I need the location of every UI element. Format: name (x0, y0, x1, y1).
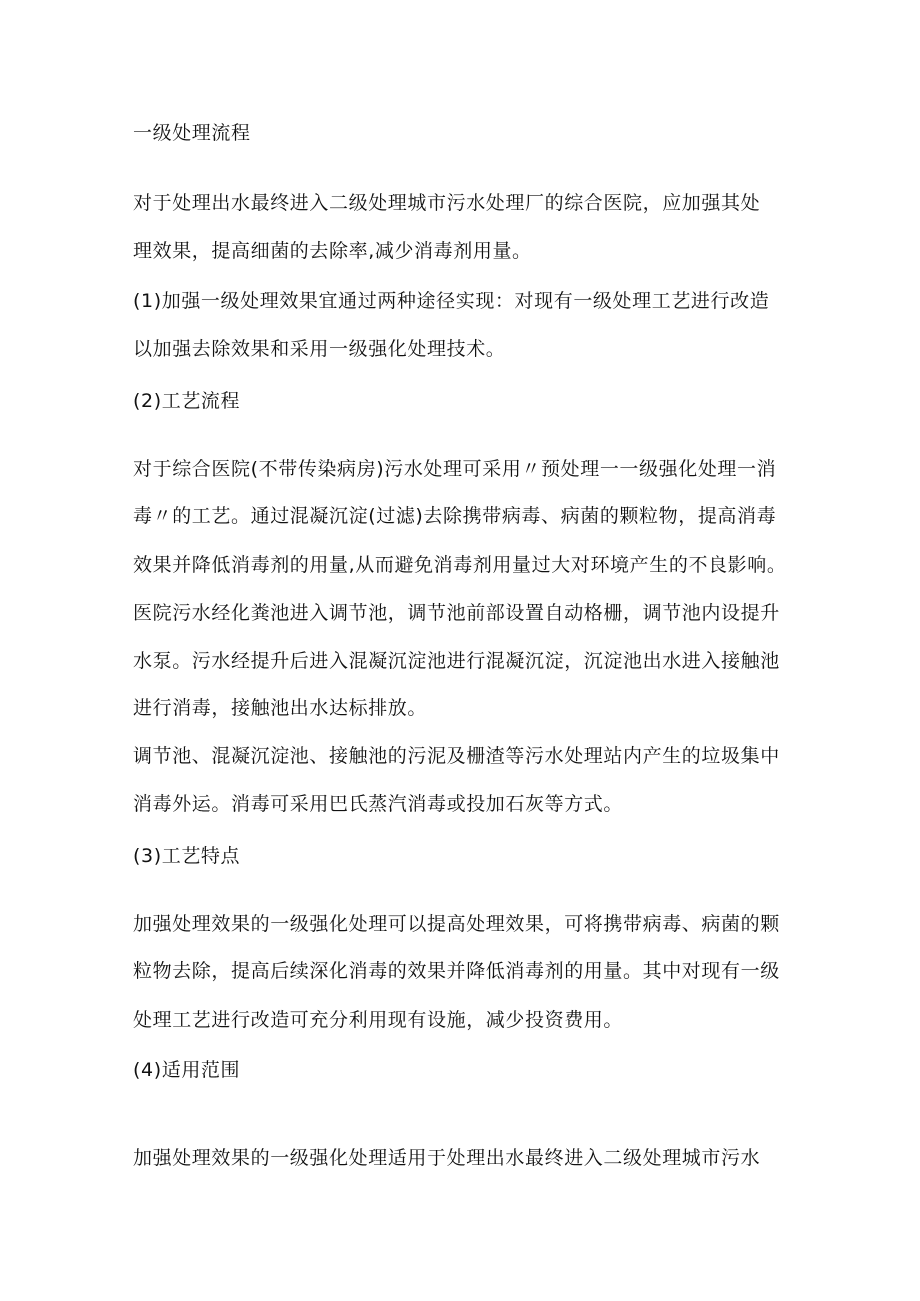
paragraph-line: 毒〃的工艺。通过混凝沉淀(过滤)去除携带病毒、病菌的颗粒物，提高消毒 (133, 505, 777, 527)
paragraph-line: 加强处理效果的一级强化处理可以提高处理效果，可将携带病毒、病菌的颗 (133, 913, 780, 935)
paragraph-line: 消毒外运。消毒可采用巴氏蒸汽消毒或投加石灰等方式。 (133, 793, 624, 815)
paragraph-line: 效果并降低消毒剂的用量,从而避免消毒剂用量过大对环境产生的不良影响。 (133, 554, 787, 576)
paragraph-line: 加强处理效果的一级强化处理适用于处理出水最终进入二级处理城市污水 (133, 1147, 761, 1169)
paragraph-line: 理效果，提高细菌的去除率,减少消毒剂用量。 (133, 240, 532, 262)
list-item-1-line: 以加强去除效果和采用一级强化处理技术。 (133, 338, 506, 360)
paragraph-line: 对于处理出水最终进入二级处理城市污水处理厂的综合医院，应加强其处 (133, 192, 761, 214)
subheading-scope: (4)适用范围 (133, 1059, 241, 1081)
list-item-1-line: (1)加强一级处理效果宜通过两种途径实现：对现有一级处理工艺进行改造 (133, 290, 770, 312)
paragraph-line: 水泵。污水经提升后进入混凝沉淀池进行混凝沉淀，沉淀池出水进入接触池 (133, 650, 780, 672)
subheading-process-flow: (2)工艺流程 (133, 390, 241, 412)
paragraph-line: 医院污水经化粪池进入调节池，调节池前部设置自动格栅，调节池内设提升 (133, 602, 780, 624)
section-heading: 一级处理流程 (133, 122, 251, 144)
paragraph-line: 调节池、混凝沉淀池、接触池的污泥及栅渣等污水处理站内产生的垃圾集中 (133, 745, 780, 767)
paragraph-line: 对于综合医院(不带传染病房)污水处理可采用〃预处理一一级强化处理一消 (133, 458, 777, 480)
paragraph-line: 进行消毒，接触池出水达标排放。 (133, 697, 428, 719)
paragraph-line: 粒物去除，提高后续深化消毒的效果并降低消毒剂的用量。其中对现有一级 (133, 960, 780, 982)
paragraph-line: 处理工艺进行改造可充分利用现有设施，减少投资费用。 (133, 1009, 624, 1031)
subheading-process-features: (3)工艺特点 (133, 845, 241, 867)
